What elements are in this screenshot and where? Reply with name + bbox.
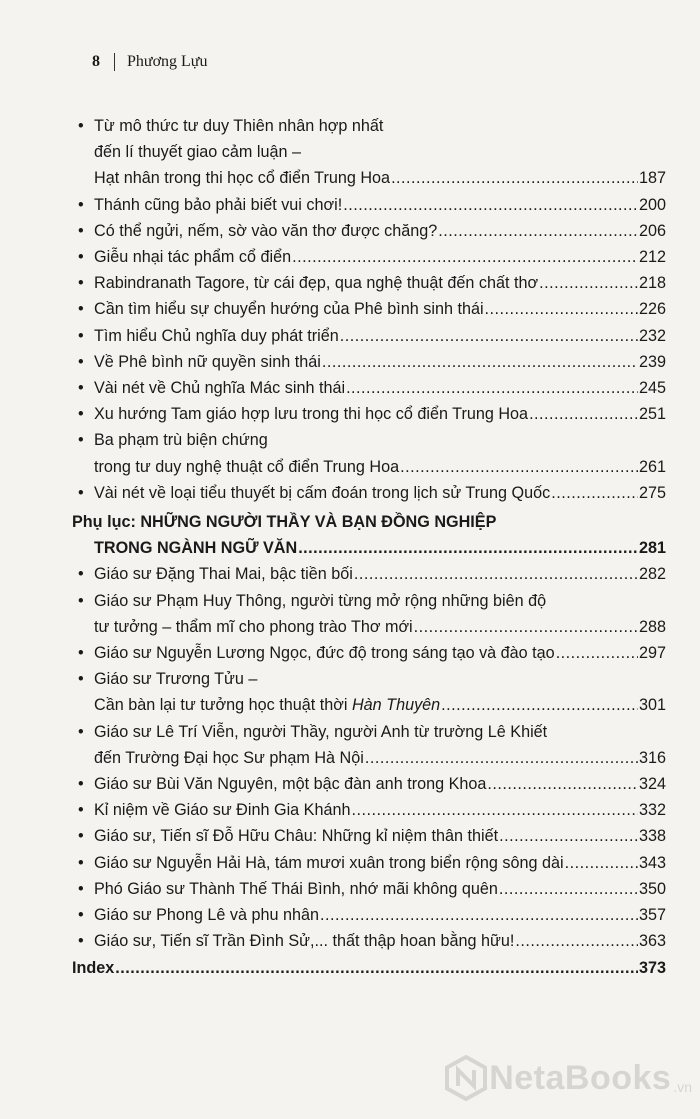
entry-title: Thánh cũng bảo phải biết vui chơi! [94, 195, 343, 214]
entry-last-line [94, 454, 666, 480]
entry-last-line [94, 876, 666, 902]
bullet-icon: • [78, 644, 84, 663]
leader-dots [365, 745, 638, 771]
table-of-contents [72, 113, 666, 981]
entry-last-line [94, 823, 666, 849]
entry-text [94, 850, 666, 876]
entry-last-line [94, 218, 666, 244]
entry-title: tư tưởng – thẩm mĩ cho phong trào Thơ mới [94, 617, 413, 636]
leader-dots [529, 401, 638, 427]
page-ref: 239 [638, 352, 666, 371]
bullet-icon: • [78, 670, 84, 689]
toc-entry [72, 850, 666, 876]
entry-title: đến Trường Đại học Sư phạm Hà Nội [94, 748, 364, 767]
toc-entry [72, 666, 666, 718]
entry-last-line [94, 640, 666, 666]
bullet-icon: • [78, 801, 84, 820]
entry-last-line [94, 614, 666, 640]
leader-dots [351, 797, 638, 823]
entry-title: Kỉ niệm về Giáo sư Đinh Gia Khánh [94, 801, 351, 820]
bullet-icon: • [78, 906, 84, 925]
leader-dots [441, 692, 638, 718]
page-ref: 316 [638, 748, 666, 767]
page-ref: 350 [638, 879, 666, 898]
page-ref: 332 [638, 801, 666, 820]
entry-text [94, 401, 666, 427]
entry-last-line [94, 771, 666, 797]
page-ref: 245 [638, 379, 666, 398]
entry-last-line [94, 692, 666, 718]
toc-entry [72, 270, 666, 296]
bullet-icon: • [78, 300, 84, 319]
entry-text [94, 823, 666, 849]
entry-title: Có thể ngửi, nếm, sờ vào văn thơ được chăng? [94, 221, 438, 240]
toc-entry [72, 349, 666, 375]
page-ref: 282 [638, 565, 666, 584]
entry-last-line [94, 797, 666, 823]
page-ref: 251 [638, 405, 666, 424]
toc-entry [72, 244, 666, 270]
leader-dots [346, 375, 638, 401]
header-divider [114, 53, 115, 71]
page-ref: 232 [638, 326, 666, 345]
entry-text [94, 349, 666, 375]
entry-title: Cần tìm hiểu sự chuyển hướng của Phê bình sinh thái [94, 300, 484, 319]
entry-title: Giáo sư Nguyễn Lương Ngọc, đức độ trong sáng tạo và đào tạo [94, 644, 555, 663]
page-ref: 343 [638, 853, 666, 872]
toc-entry [72, 296, 666, 322]
toc-entry [72, 876, 666, 902]
appendix-title-line-1: Phụ lục: NHỮNG NGƯỜI THẦY VÀ BẠN ĐỒNG NGHIỆP [72, 513, 497, 532]
entry-text [94, 719, 666, 771]
toc-entry [72, 640, 666, 666]
entry-text [94, 666, 666, 718]
leader-dots [539, 270, 638, 296]
leader-dots [322, 349, 638, 375]
page-ref: 187 [638, 169, 666, 188]
page-ref: 357 [638, 906, 666, 925]
entry-title: Giáo sư, Tiến sĩ Trần Đình Sử,... thất thập hoan bằng hữu! [94, 932, 515, 951]
leader-dots [485, 296, 638, 322]
entry-line: Ba phạm trù biện chứng [94, 431, 268, 450]
toc-entry [72, 823, 666, 849]
toc-entry [72, 427, 666, 479]
toc-entry [72, 375, 666, 401]
neta-logo-icon [443, 1055, 489, 1101]
leader-dots [515, 928, 638, 954]
entry-text [94, 640, 666, 666]
bullet-icon: • [78, 483, 84, 502]
page-ref: 206 [638, 221, 666, 240]
entry-text [94, 375, 666, 401]
entry-last-line [94, 401, 666, 427]
bullet-icon: • [78, 775, 84, 794]
entry-line: Từ mô thức tư duy Thiên nhân hợp nhất [94, 117, 384, 135]
leader-dots [298, 535, 638, 561]
bullet-icon: • [78, 879, 84, 898]
index-label: Index [72, 958, 115, 977]
bullet-icon: • [78, 274, 84, 293]
leader-dots [343, 192, 638, 218]
appendix-title-line-2 [94, 535, 666, 561]
entry-title: Xu hướng Tam giáo hợp lưu trong thi học cổ điển Trung Hoa [94, 405, 529, 424]
bullet-icon: • [78, 431, 84, 450]
toc-entry [72, 928, 666, 954]
entry-last-line [94, 323, 666, 349]
bullet-icon: • [78, 326, 84, 345]
page-ref: 288 [638, 617, 666, 636]
page-ref: 281 [638, 539, 666, 558]
page-ref: 275 [638, 483, 666, 502]
appendix-title-text: TRONG NGÀNH NGỮ VĂN [94, 539, 298, 558]
bullet-icon: • [78, 722, 84, 741]
toc-entry [72, 192, 666, 218]
entry-last-line [94, 349, 666, 375]
entry-text [94, 270, 666, 296]
entry-line: Giáo sư Lê Trí Viễn, người Thầy, người Anh từ trường Lê Khiết [94, 722, 548, 741]
entry-last-line [94, 902, 666, 928]
bullet-icon: • [78, 352, 84, 371]
index-line [72, 955, 666, 981]
entry-text [94, 218, 666, 244]
entry-text [94, 427, 666, 479]
bullet-icon: • [78, 195, 84, 214]
toc-entry [72, 323, 666, 349]
page-ref: 338 [638, 827, 666, 846]
entry-last-line [94, 850, 666, 876]
page-ref: 301 [638, 696, 666, 715]
toc-entry [72, 797, 666, 823]
bullet-icon: • [78, 379, 84, 398]
entry-title: Hạt nhân trong thi học cổ điển Trung Hoa [94, 169, 391, 188]
toc-entry [72, 719, 666, 771]
entry-last-line [94, 192, 666, 218]
entry-text [94, 296, 666, 322]
entry-line: Giáo sư Trương Tửu – [94, 670, 258, 689]
entry-title: Vài nét về loại tiểu thuyết bị cấm đoán trong lịch sử Trung Quốc [94, 483, 551, 502]
entry-last-line [94, 561, 666, 587]
entry-last-line [94, 165, 666, 191]
toc-list-essays [72, 113, 666, 506]
leader-dots [400, 454, 638, 480]
leader-dots [414, 614, 638, 640]
leader-dots [115, 955, 638, 981]
running-header-author: Phương Lựu [127, 53, 208, 70]
leader-dots [565, 850, 638, 876]
bullet-icon: • [78, 827, 84, 846]
leader-dots [487, 771, 638, 797]
page-ref: 261 [638, 457, 666, 476]
entry-title: Giáo sư Đặng Thai Mai, bậc tiền bối [94, 565, 353, 584]
entry-text [94, 113, 666, 192]
entry-text [94, 323, 666, 349]
entry-title: Phó Giáo sư Thành Thế Thái Bình, nhớ mãi không quên [94, 879, 498, 898]
entry-last-line [94, 270, 666, 296]
page-ref: 297 [638, 644, 666, 663]
entry-text [94, 771, 666, 797]
watermark-name: NetaBooks [489, 1058, 672, 1097]
bullet-icon: • [78, 248, 84, 267]
bullet-icon: • [78, 405, 84, 424]
entry-title: Giáo sư Bùi Văn Nguyên, một bậc đàn anh trong Khoa [94, 775, 487, 794]
leader-dots [320, 902, 638, 928]
toc-entry [72, 113, 666, 192]
page-ref: 200 [638, 195, 666, 214]
entry-last-line [94, 480, 666, 506]
bullet-icon: • [78, 591, 84, 610]
page-ref: 373 [638, 958, 666, 977]
entry-title: Giễu nhại tác phẩm cổ điển [94, 248, 292, 267]
entry-text [94, 588, 666, 640]
entry-title: Cần bàn lại tư tưởng học thuật thời Hàn Thuyên [94, 696, 441, 715]
entry-title: Rabindranath Tagore, từ cái đẹp, qua nghệ thuật đến chất thơ [94, 274, 539, 293]
toc-entry [72, 480, 666, 506]
entry-text [94, 928, 666, 954]
leader-dots [499, 823, 638, 849]
bullet-icon: • [78, 932, 84, 951]
page-ref: 212 [638, 248, 666, 267]
entry-title: Giáo sư Phong Lê và phu nhân [94, 906, 320, 925]
watermark [443, 1055, 692, 1101]
entry-text [94, 561, 666, 587]
watermark-suffix: .vn [673, 1079, 692, 1095]
entry-title: Giáo sư Nguyễn Hải Hà, tám mươi xuân trong biển rộng sông dài [94, 853, 564, 872]
entry-text [94, 244, 666, 270]
entry-last-line [94, 745, 666, 771]
page-number: 8 [92, 53, 100, 70]
italic-title: Hàn Thuyên [351, 696, 441, 715]
entry-last-line [94, 928, 666, 954]
page-ref: 363 [638, 932, 666, 951]
leader-dots [391, 165, 638, 191]
entry-title: Về Phê bình nữ quyền sinh thái [94, 352, 321, 371]
entry-text [94, 480, 666, 506]
toc-entry [72, 902, 666, 928]
page-ref: 218 [638, 274, 666, 293]
toc-entry [72, 588, 666, 640]
toc-entry [72, 771, 666, 797]
leader-dots [340, 323, 638, 349]
entry-text [94, 797, 666, 823]
leader-dots [551, 480, 638, 506]
entry-title: trong tư duy nghệ thuật cổ điển Trung Hoa [94, 457, 400, 476]
toc-appendix-heading [72, 509, 666, 561]
leader-dots [354, 561, 638, 587]
leader-dots [292, 244, 638, 270]
toc-entry [72, 401, 666, 427]
toc-entry [72, 561, 666, 587]
page-ref: 324 [638, 775, 666, 794]
entry-last-line [94, 375, 666, 401]
running-header [92, 50, 207, 74]
leader-dots [556, 640, 638, 666]
entry-title: Vài nét về Chủ nghĩa Mác sinh thái [94, 379, 346, 398]
entry-line: đến lí thuyết giao cảm luận – [94, 143, 301, 162]
bullet-icon: • [78, 117, 84, 135]
entry-text [94, 192, 666, 218]
leader-dots [438, 218, 638, 244]
bullet-icon: • [78, 565, 84, 584]
bullet-icon: • [78, 221, 84, 240]
entry-title: Giáo sư, Tiến sĩ Đỗ Hữu Châu: Những kỉ niệm thân thiết [94, 827, 499, 846]
toc-entry [72, 218, 666, 244]
entry-last-line [94, 244, 666, 270]
bullet-icon: • [78, 853, 84, 872]
entry-last-line [94, 296, 666, 322]
toc-list-appendix [72, 561, 666, 954]
toc-index-entry [72, 955, 666, 981]
entry-text [94, 876, 666, 902]
entry-line: Giáo sư Phạm Huy Thông, người từng mở rộng những biên độ [94, 591, 547, 610]
entry-text [94, 902, 666, 928]
page-ref: 226 [638, 300, 666, 319]
entry-title: Tìm hiểu Chủ nghĩa duy phát triển [94, 326, 339, 345]
leader-dots [499, 876, 638, 902]
